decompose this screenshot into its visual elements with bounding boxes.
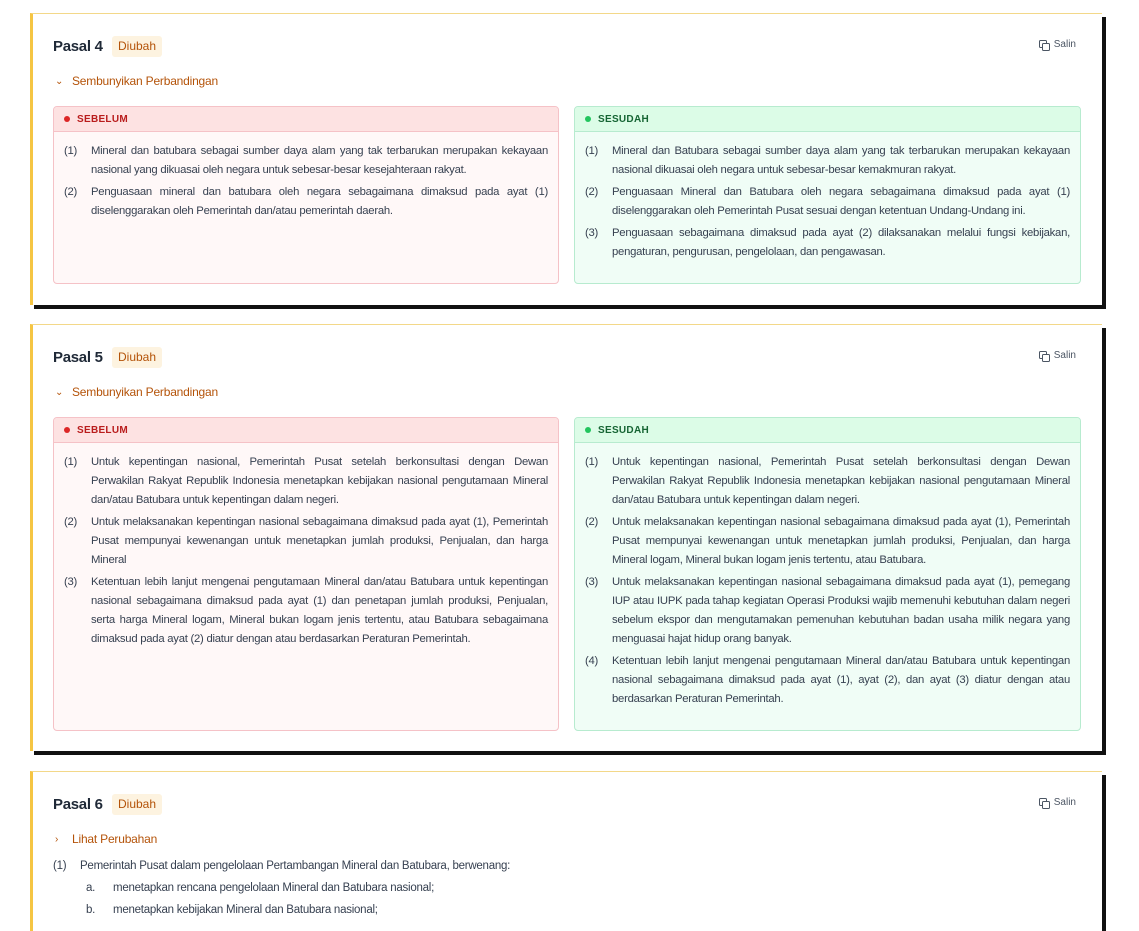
green-dot-icon xyxy=(585,427,591,433)
list-item xyxy=(64,142,548,180)
copy-button[interactable] xyxy=(1039,39,1076,50)
after-header xyxy=(575,107,1080,132)
toggle-label: Sembunyikan Perbandingan xyxy=(72,385,218,399)
item-number: (2) xyxy=(64,186,78,198)
item-number: b. xyxy=(86,904,96,916)
list-item xyxy=(585,224,1070,262)
after-list xyxy=(575,443,1080,709)
list-item xyxy=(64,453,548,510)
sub-list-item xyxy=(86,879,1082,898)
pasal-title: Pasal 5 xyxy=(53,349,103,366)
chevron-down-icon: ⌄ xyxy=(55,386,64,398)
toggle-label: Sembunyikan Perbandingan xyxy=(72,74,218,88)
red-dot-icon xyxy=(64,116,70,122)
toggle-label: Lihat Perubahan xyxy=(72,832,158,846)
item-text: Untuk melaksanakan kepentingan nasional sebagaimana dimaksud pada ayat (1), Pemerintah Pusat mempunyai kewenangan untuk menetapkan jumlah produksi, Penjualan, dan harga Mineral xyxy=(91,516,548,566)
show-changes-toggle[interactable] xyxy=(55,832,157,846)
copy-label: Salin xyxy=(1053,39,1076,50)
item-text: Ketentuan lebih lanjut mengenai pengutamaan Mineral dan/atau Batubara untuk kepentingan nasional sebagaimana dimaksud pada ayat (1) dan penetapan jumlah produksi, Penjualan, serta harga Mineral logam, Mineral bukan logam jenis tertentu, atau Batubara sebagaimana dimaksud pada ayat (2) diatur dengan atau berdasarkan Peraturan Pemerintah. xyxy=(91,576,548,645)
list-item xyxy=(64,513,548,570)
copy-button[interactable] xyxy=(1039,797,1076,808)
article-subitems xyxy=(53,879,1082,920)
article-items xyxy=(53,857,1082,876)
list-item xyxy=(585,453,1070,510)
list-item xyxy=(53,857,1082,876)
item-number: (3) xyxy=(585,576,599,588)
item-number: (2) xyxy=(585,186,599,198)
item-number: (1) xyxy=(585,145,599,157)
pasal-title: Pasal 6 xyxy=(53,796,103,813)
list-item xyxy=(585,513,1070,570)
item-text: Pemerintah Pusat dalam pengelolaan Pertambangan Mineral dan Batubara, berwenang: xyxy=(80,860,511,872)
status-badge: Diubah xyxy=(112,36,162,57)
item-text: menetapkan rencana pengelolaan Mineral dan Batubara nasional; xyxy=(113,882,435,894)
article-body xyxy=(53,857,1082,920)
before-header xyxy=(54,418,558,443)
chevron-down-icon: ⌄ xyxy=(55,75,64,87)
pasal-title: Pasal 4 xyxy=(53,38,103,55)
item-text: Untuk kepentingan nasional, Pemerintah Pusat setelah berkonsultasi dengan Dewan Perwakilan Rakyat Republik Indonesia menetapkan kebijakan nasional pengutamaan Mineral dan/atau Batubara untuk kepentingan dalam negeri. xyxy=(612,456,1070,506)
item-text: Untuk melaksanakan kepentingan nasional sebagaimana dimaksud pada ayat (1), Pemerintah Pusat mempunyai kewenangan untuk menetapkan jumlah produksi, Penjualan, dan harga Mineral logam, Mineral bukan logam jenis tertentu, atau Batubara. xyxy=(612,516,1070,566)
list-item xyxy=(64,183,548,221)
copy-icon xyxy=(1039,40,1049,50)
copy-button[interactable] xyxy=(1039,350,1076,361)
hide-comparison-toggle[interactable] xyxy=(55,74,218,88)
item-text: Untuk kepentingan nasional, Pemerintah Pusat setelah berkonsultasi dengan Dewan Perwakilan Rakyat Republik Indonesia menetapkan kebijakan nasional pengutamaan Mineral dan/atau Batubara untuk kepentingan dalam negeri. xyxy=(91,456,548,506)
pasal-card xyxy=(30,324,1102,751)
before-label: SEBELUM xyxy=(77,113,128,125)
before-panel xyxy=(53,106,559,284)
list-item xyxy=(64,573,548,649)
copy-label: Salin xyxy=(1053,350,1076,361)
item-number: (3) xyxy=(64,576,78,588)
after-panel xyxy=(574,106,1081,284)
list-item xyxy=(585,652,1070,709)
hide-comparison-toggle[interactable] xyxy=(55,385,218,399)
copy-icon xyxy=(1039,351,1049,361)
item-number: (2) xyxy=(585,516,599,528)
item-number: (2) xyxy=(64,516,78,528)
red-dot-icon xyxy=(64,427,70,433)
before-list xyxy=(54,132,558,221)
status-badge: Diubah xyxy=(112,347,162,368)
after-list xyxy=(575,132,1080,262)
before-panel xyxy=(53,417,559,731)
chevron-right-icon: › xyxy=(55,833,59,845)
item-number: (1) xyxy=(64,456,78,468)
item-number: (1) xyxy=(64,145,78,157)
item-number: (4) xyxy=(585,655,599,667)
list-item xyxy=(585,573,1070,649)
item-text: Penguasaan mineral dan batubara oleh negara sebagaimana dimaksud pada ayat (1) diselenggarakan oleh Pemerintah dan/atau pemerintah daerah. xyxy=(91,186,548,217)
copy-icon xyxy=(1039,798,1049,808)
item-text: Untuk melaksanakan kepentingan nasional sebagaimana dimaksud pada ayat (1), pemegang IUP atau IUPK pada tahap kegiatan Operasi Produksi wajib memenuhi kebutuhan dalam negeri sebelum ekspor dan mengutamakan pemenuhan kebutuhan badan usaha milik negara yang menguasai hajat hidup orang banyak. xyxy=(612,576,1070,645)
before-header xyxy=(54,107,558,132)
item-text: Mineral dan batubara sebagai sumber daya alam yang tak terbarukan merupakan kekayaan nasional yang dikuasai oleh negara untuk sebesar-besar kesejahteraan rakyat. xyxy=(91,145,548,176)
item-text: Penguasaan Mineral dan Batubara oleh negara sebagaimana dimaksud pada ayat (1) diselenggarakan oleh Pemerintah Pusat sesuai dengan ketentuan Undang-Undang ini. xyxy=(612,186,1070,217)
item-text: Penguasaan sebagaimana dimaksud pada ayat (2) dilaksanakan melalui fungsi kebijakan, pengaturan, pengurusan, pengelolaan, dan pengawasan. xyxy=(612,227,1070,258)
status-badge: Diubah xyxy=(112,794,162,815)
list-item xyxy=(585,183,1070,221)
list-item xyxy=(585,142,1070,180)
item-text: Ketentuan lebih lanjut mengenai pengutamaan Mineral dan/atau Batubara untuk kepentingan nasional sebagaimana dimaksud pada ayat (1), ayat (2), dan ayat (3) diatur dengan atau berdasarkan Peraturan Pemerintah. xyxy=(612,655,1070,705)
after-label: SESUDAH xyxy=(598,113,649,125)
item-number: (3) xyxy=(585,227,599,239)
item-text: menetapkan kebijakan Mineral dan Batubara nasional; xyxy=(113,904,378,916)
after-label: SESUDAH xyxy=(598,424,649,436)
sub-list-item xyxy=(86,901,1082,920)
item-number: (1) xyxy=(585,456,599,468)
after-header xyxy=(575,418,1080,443)
green-dot-icon xyxy=(585,116,591,122)
before-list xyxy=(54,443,558,649)
pasal-card xyxy=(30,771,1102,931)
copy-label: Salin xyxy=(1053,797,1076,808)
before-label: SEBELUM xyxy=(77,424,128,436)
after-panel xyxy=(574,417,1081,731)
item-number: a. xyxy=(86,882,96,894)
pasal-card xyxy=(30,13,1102,305)
item-number: (1) xyxy=(53,860,67,872)
item-text: Mineral dan Batubara sebagai sumber daya alam yang tak terbarukan merupakan kekayaan nasional dikuasai oleh negara untuk sebesar-besar kemakmuran rakyat. xyxy=(612,145,1070,176)
